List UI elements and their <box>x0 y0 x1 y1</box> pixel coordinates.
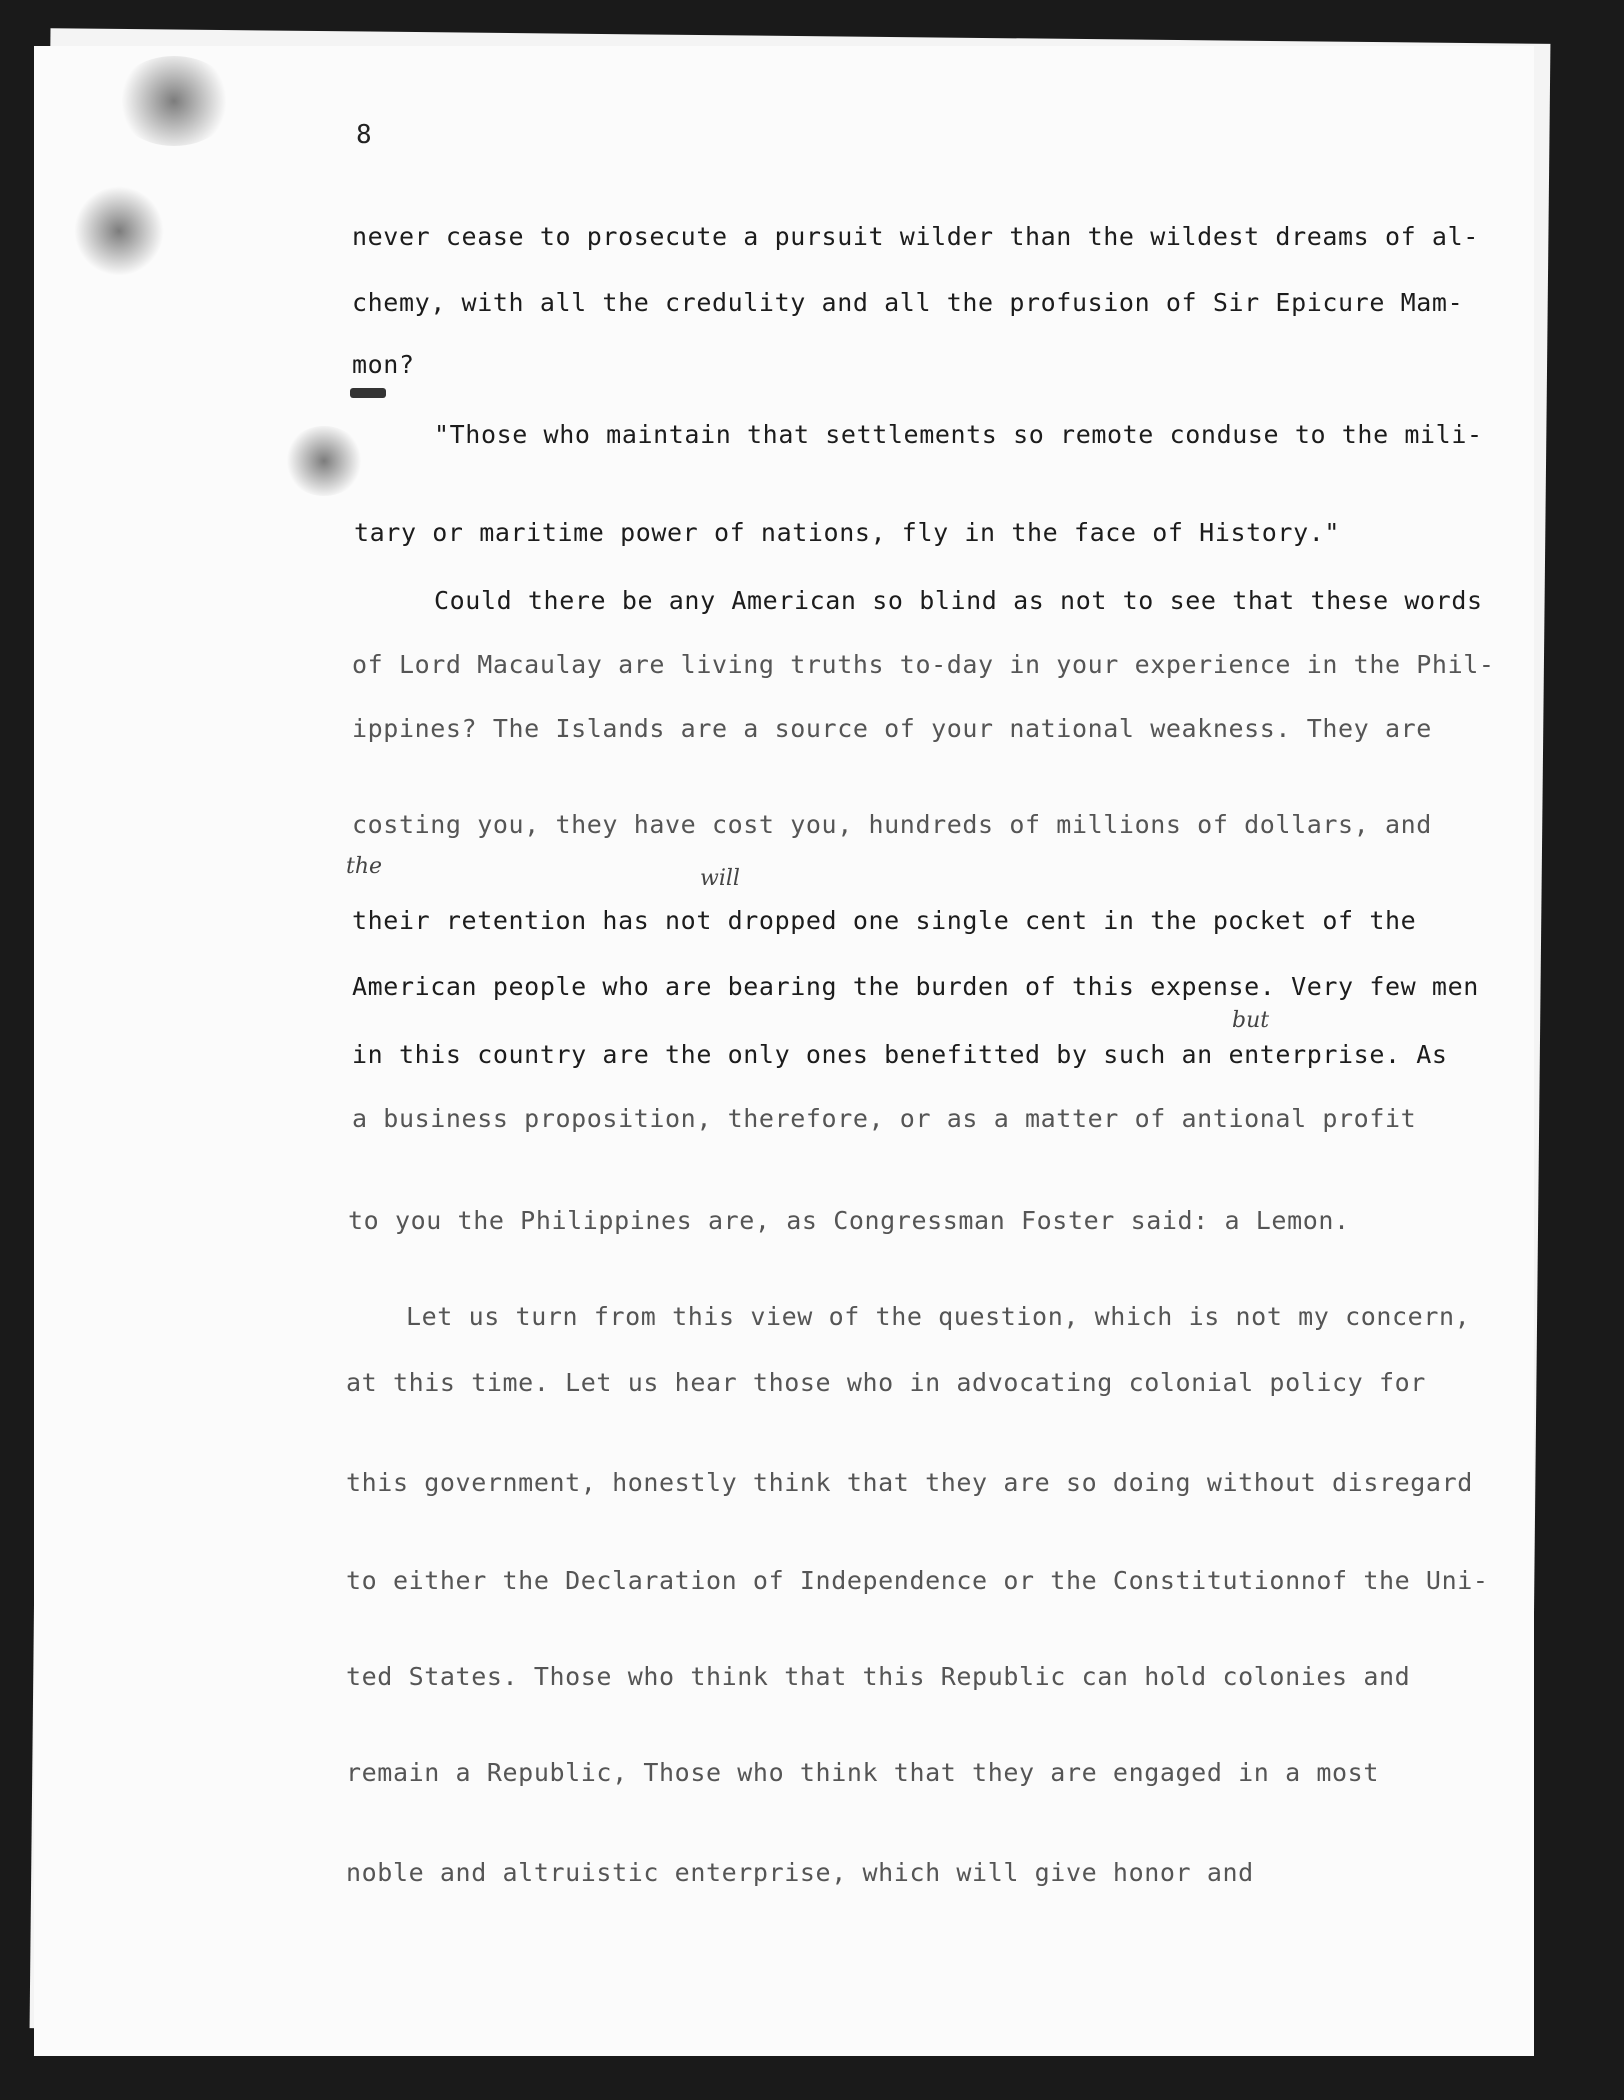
text-line-9: costing you, they have cost you, hundreds of millions of dollars, and <box>352 810 1432 839</box>
text-line-7: of Lord Macaulay are living truths to-day in your experience in the Phil- <box>352 650 1495 679</box>
text-line-17: this government, honestly think that they are so doing without disregard <box>346 1468 1473 1497</box>
ink-smudge <box>284 426 364 496</box>
text-line-20: remain a Republic, Those who think that they are engaged in a most <box>346 1758 1379 1787</box>
text-line-14: to you the Philippines are, as Congressman Foster said: a Lemon. <box>348 1206 1350 1235</box>
interlinear-annotation: will <box>700 866 740 891</box>
text-line-19: ted States. Those who think that this Republic can hold colonies and <box>346 1662 1411 1691</box>
text-line-1: never cease to prosecute a pursuit wilder than the wildest dreams of al- <box>352 222 1479 251</box>
text-line-8: ippines? The Islands are a source of your national weakness. They are <box>352 714 1432 743</box>
text-line-21: noble and altruistic enterprise, which will give honor and <box>346 1858 1254 1887</box>
text-line-15: Let us turn from this view of the question, which is not my concern, <box>406 1302 1471 1331</box>
margin-annotation: the <box>346 854 383 879</box>
text-line-2: chemy, with all the credulity and all the profusion of Sir Epicure Mam- <box>352 288 1464 317</box>
ink-blot <box>350 388 386 398</box>
text-line-3: mon? <box>352 350 415 379</box>
text-line-10: their retention has not dropped one single cent in the pocket of the <box>352 906 1417 935</box>
above-line-annotation: but <box>1232 1008 1270 1033</box>
text-line-18: to either the Declaration of Independence or the Constitutionnof the Uni- <box>346 1566 1489 1595</box>
text-line-11: American people who are bearing the burden of this expense. Very few men <box>352 972 1479 1001</box>
text-line-16: at this time. Let us hear those who in advocating colonial policy for <box>346 1368 1426 1397</box>
text-line-6: Could there be any American so blind as not to see that these words <box>434 586 1483 615</box>
ink-smudge <box>74 186 164 276</box>
text-line-12: in this country are the only ones benefitted by such an enterprise. As <box>352 1040 1448 1069</box>
text-line-5: tary or maritime power of nations, fly in the face of History." <box>354 518 1341 547</box>
page-number: 8 <box>356 120 372 150</box>
ink-smudge <box>114 56 234 146</box>
text-line-4: "Those who maintain that settlements so remote conduse to the mili- <box>434 420 1483 449</box>
text-line-13: a business proposition, therefore, or as a matter of antional profit <box>352 1104 1417 1133</box>
